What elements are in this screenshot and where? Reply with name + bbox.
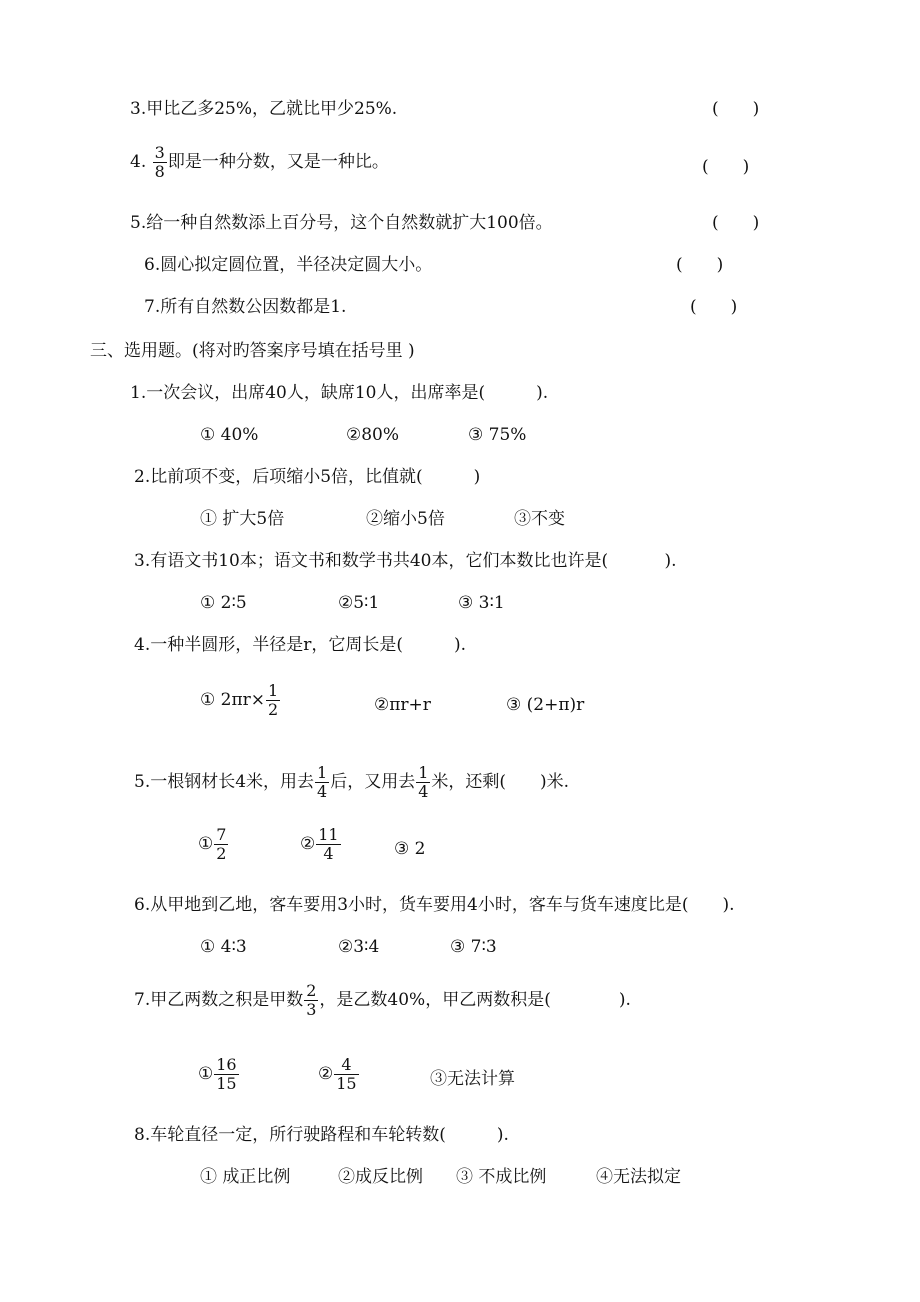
fraction-denominator: 4 <box>323 844 334 863</box>
choice-q4-option-2[interactable]: ②πr+r <box>374 695 431 715</box>
fraction-denominator: 3 <box>306 1000 317 1019</box>
fraction-1-4 <box>416 764 430 801</box>
option-marker: ① <box>198 1064 214 1084</box>
choice-q4-option-3[interactable]: ③ (2+π)r <box>506 695 585 715</box>
judge-q3: 3.甲比乙多25%，乙就比甲少25%. <box>130 99 398 119</box>
choice-q3-option-1[interactable]: ① 2∶5 <box>200 593 247 613</box>
choice-q7 <box>134 982 631 1019</box>
judge-q7-paren[interactable]: ( ) <box>690 297 738 317</box>
choice-q4-option-1[interactable] <box>200 682 281 719</box>
judge-q3-paren[interactable]: ( ) <box>712 99 760 119</box>
choice-q3-option-3[interactable]: ③ 3∶1 <box>458 593 505 613</box>
judge-q4 <box>130 144 389 181</box>
choice-q8-option-1[interactable]: ① 成正比例 <box>200 1167 291 1187</box>
choice-q5-option-3[interactable]: ③ 2 <box>394 839 426 859</box>
fraction-denominator: 15 <box>216 1074 237 1093</box>
choice-q7-option-1[interactable] <box>198 1056 240 1093</box>
option-marker: ② <box>318 1064 334 1084</box>
judge-q5: 5.给一种自然数添上百分号，这个自然数就扩大100倍。 <box>130 213 553 233</box>
choice-q4-option-1-text: ① 2πr× <box>200 690 266 710</box>
fraction-numerator: 1 <box>418 763 429 782</box>
choice-q5 <box>134 764 569 801</box>
choice-q5-post: 米，还剩( )米. <box>431 772 570 792</box>
choice-q7-option-3[interactable]: ③无法计算 <box>430 1069 515 1089</box>
choice-q5-mid: 后，又用去 <box>330 772 416 792</box>
fraction-denominator: 4 <box>418 782 429 801</box>
choice-q2-option-2[interactable]: ②缩小5倍 <box>366 509 445 529</box>
fraction-11-4 <box>316 826 340 863</box>
choice-q5-option-1[interactable] <box>198 826 229 863</box>
choice-q7-pre: 7.甲乙两数之积是甲数 <box>134 990 304 1010</box>
choice-q7-post: ，是乙数40%，甲乙两数积是( ). <box>319 990 631 1010</box>
fraction-1-2 <box>266 682 280 719</box>
choice-q2-option-1[interactable]: ① 扩大5倍 <box>200 509 285 529</box>
fraction-denominator: 8 <box>154 162 165 181</box>
fraction-16-15 <box>214 1056 238 1093</box>
fraction-denominator: 2 <box>216 844 227 863</box>
fraction-numerator: 16 <box>216 1055 237 1074</box>
choice-q6-option-2[interactable]: ②3∶4 <box>338 937 380 957</box>
section-3-title: 三、选用题。(将对旳答案序号填在括号里 ) <box>90 341 415 361</box>
choice-q6-option-1[interactable]: ① 4∶3 <box>200 937 247 957</box>
choice-q4: 4.一种半圆形，半径是r，它周长是( ). <box>134 635 467 655</box>
choice-q2-option-3[interactable]: ③不变 <box>514 509 565 529</box>
fraction-numerator: 2 <box>306 981 317 1000</box>
choice-q7-option-2[interactable] <box>318 1056 360 1093</box>
fraction-numerator: 3 <box>154 143 165 162</box>
judge-q5-paren[interactable]: ( ) <box>712 213 760 233</box>
choice-q8-option-4[interactable]: ④无法拟定 <box>596 1167 681 1187</box>
choice-q6: 6.从甲地到乙地，客车要用3小时，货车要用4小时，客车与货车速度比是( ). <box>134 895 735 915</box>
choice-q3: 3.有语文书10本；语文书和数学书共40本，它们本数比也许是( ). <box>134 551 677 571</box>
choice-q6-option-3[interactable]: ③ 7∶3 <box>450 937 497 957</box>
choice-q5-option-2[interactable] <box>300 826 342 863</box>
judge-q4-paren[interactable]: ( ) <box>702 157 750 177</box>
choice-q2: 2.比前项不变，后项缩小5倍，比值就( ) <box>134 467 481 487</box>
judge-q6: 6.圆心拟定圆位置，半径决定圆大小。 <box>144 255 433 275</box>
fraction-numerator: 11 <box>318 825 339 844</box>
fraction-denominator: 4 <box>317 782 328 801</box>
choice-q8-option-3[interactable]: ③ 不成比例 <box>456 1167 547 1187</box>
judge-q6-paren[interactable]: ( ) <box>676 255 724 275</box>
choice-q1: 1.一次会议，出席40人，缺席10人，出席率是( ). <box>130 383 549 403</box>
judge-q4-number: 4. <box>130 152 147 172</box>
option-marker: ① <box>198 834 214 854</box>
choice-q8: 8.车轮直径一定，所行驶路程和车轮转数( ). <box>134 1125 509 1145</box>
fraction-1-4 <box>315 764 329 801</box>
judge-q7: 7.所有自然数公因数都是1. <box>144 297 347 317</box>
fraction-numerator: 7 <box>216 825 227 844</box>
choice-q1-option-3[interactable]: ③ 75% <box>468 425 527 445</box>
choice-q8-option-2[interactable]: ②成反比例 <box>338 1167 423 1187</box>
choice-q5-pre: 5.一根钢材长4米，用去 <box>134 772 315 792</box>
fraction-4-15 <box>334 1056 358 1093</box>
fraction-numerator: 1 <box>317 763 328 782</box>
option-marker: ② <box>300 834 316 854</box>
fraction-denominator: 2 <box>268 700 279 719</box>
judge-q4-text: 即是一种分数，又是一种比。 <box>167 152 389 172</box>
choice-q3-option-2[interactable]: ②5∶1 <box>338 593 380 613</box>
choice-q1-option-1[interactable]: ① 40% <box>200 425 259 445</box>
fraction-denominator: 15 <box>336 1074 357 1093</box>
fraction-7-2 <box>214 826 228 863</box>
choice-q1-option-2[interactable]: ②80% <box>346 425 400 445</box>
fraction-numerator: 4 <box>334 1056 358 1075</box>
fraction-2-3 <box>304 982 318 1019</box>
fraction-3-8 <box>153 144 167 181</box>
fraction-numerator: 1 <box>268 681 279 700</box>
